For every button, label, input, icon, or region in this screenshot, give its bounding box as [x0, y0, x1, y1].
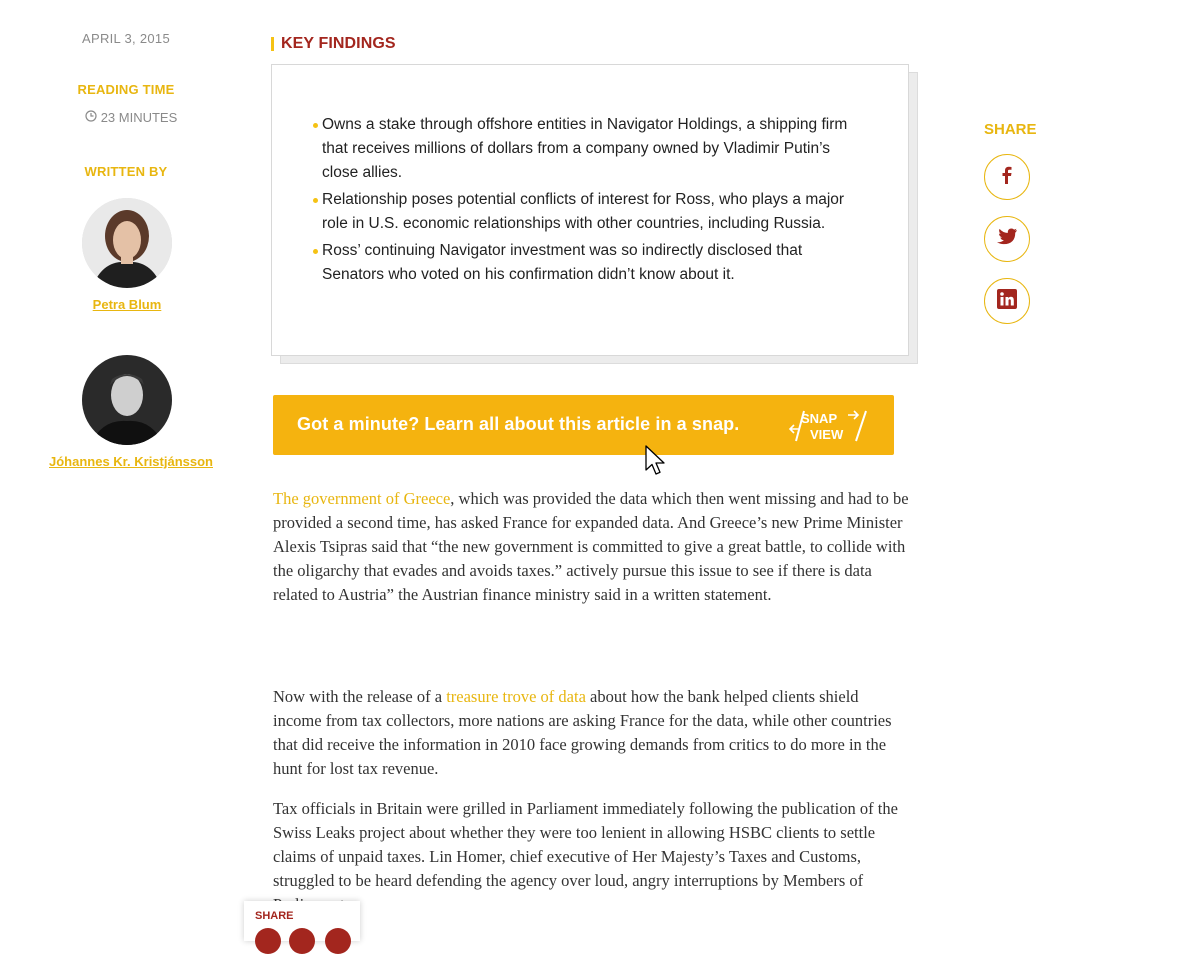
floating-share-bar [244, 901, 360, 941]
reading-time [76, 110, 186, 125]
heading-accent-bar [271, 37, 274, 51]
key-findings-box [271, 64, 909, 356]
facebook-icon[interactable] [255, 928, 281, 954]
article-link[interactable]: The government of Greece [273, 489, 451, 508]
twitter-icon [996, 227, 1018, 252]
snap-view-banner[interactable] [273, 395, 894, 455]
linkedin-share-button[interactable] [984, 278, 1030, 324]
key-findings-heading [271, 35, 396, 53]
twitter-icon[interactable] [289, 928, 315, 954]
paragraph-text: about how the bank helped clients shield income from tax collectors, more nations are asking France for the data, while other countries that did receive the information in 2010 face growing demands from critics to do more in the hunt for lost tax revenue. [273, 687, 892, 778]
key-finding-item: Owns a stake through offshore entities in Navigator Holdings, a shipping firm that receives millions of dollars from a company owned by Vladimir Putin’s close allies. [322, 113, 862, 185]
key-findings-list [322, 113, 862, 290]
reading-time-value: 23 MINUTES [100, 110, 178, 125]
article-link[interactable]: treasure trove of data [446, 687, 586, 706]
key-findings-title: KEY FINDINGS [281, 35, 396, 52]
facebook-share-button[interactable] [984, 154, 1030, 200]
paragraph-text: , which was provided the data which then went missing and had to be provided a second time, has asked France for expanded data. And Greece’s new Prime Minister Alexis Tsipras said that “the new government is committed to give a great battle, to collide with the oligarchy that evades and avoids taxes.” actively pursue this issue to see if there is data related to Austria” the Austrian finance ministry said in a written statement. [273, 489, 909, 604]
share-label: SHARE [984, 121, 1037, 138]
snap-logo-top: SNAP [801, 411, 838, 426]
linkedin-icon [997, 289, 1017, 314]
reading-time-label: READING TIME [77, 82, 175, 97]
publish-date: APRIL 3, 2015 [82, 31, 170, 46]
key-finding-item: Ross’ continuing Navigator investment was so indirectly disclosed that Senators who voted on his confirmation didn’t know about it. [322, 239, 862, 287]
author-avatar[interactable] [82, 355, 172, 445]
mouse-cursor-icon [645, 445, 669, 479]
article-paragraph [273, 685, 909, 781]
twitter-share-button[interactable] [984, 216, 1030, 262]
article-paragraph: Tax officials in Britain were grilled in Parliament immediately following the publication of the Swiss Leaks project about whether they were too lenient in allowing HSBC clients to settle claims of unpaid taxes. Lin Homer, chief executive of Her Majesty’s Taxes and Customs, struggled to be heard defending the agency over loud, angry interruptions by Members of [273, 799, 898, 890]
paragraph-text: Now with the release of a [273, 687, 447, 706]
snap-logo-bottom: VIEW [810, 427, 844, 442]
author-link[interactable]: Jóhannes Kr. Kristjánsson [49, 454, 213, 469]
written-by-label: WRITTEN BY [84, 164, 168, 179]
snap-banner-text: Got a minute? Learn all about this article in a snap. [297, 414, 740, 434]
author-link[interactable]: Petra Blum [92, 297, 162, 312]
floating-share-label: SHARE [255, 910, 294, 922]
snap-view-logo [788, 409, 872, 443]
facebook-icon [997, 165, 1017, 190]
key-finding-item: Relationship poses potential conflicts of interest for Ross, who plays a major role in U.S. economic relationships with other countries, including Russia. [322, 188, 862, 236]
author-avatar[interactable] [82, 198, 172, 288]
linkedin-icon[interactable] [325, 928, 351, 954]
article-paragraph [273, 487, 909, 607]
clock-icon [85, 110, 97, 125]
